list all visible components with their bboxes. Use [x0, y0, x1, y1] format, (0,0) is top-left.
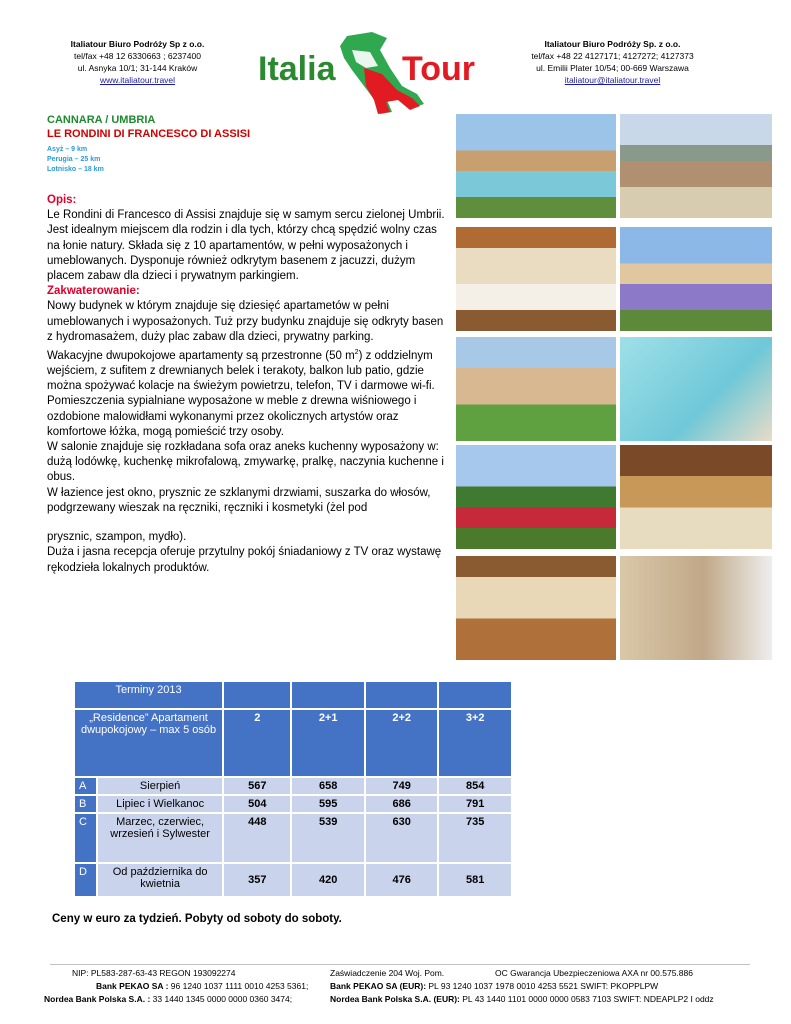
zak-paragraph: prysznic, szampon, mydło). [47, 531, 187, 544]
price-note: Ceny w euro za tydzień. Pobyty od soboty do soboty. [52, 913, 342, 925]
price-table [73, 680, 513, 898]
photo-bathroom [620, 556, 772, 660]
table-row [74, 681, 512, 709]
photo-pool-villa [456, 114, 616, 218]
distances [47, 145, 447, 175]
zak-paragraph: Pomieszczenia sypialniane wyposażone w meble z drewna wiśniowego i ozdobione malowidłami wykonanymi przez okolicznych artystów oraz komfortowe łóżka, mogą pomieścić trzy osoby. [47, 395, 417, 438]
table-row [74, 709, 512, 777]
address-krakow: ul. Asnyka 10/1; 31-144 Kraków [77, 63, 198, 73]
table-row: B Lipiec i Wielkanoc 504 595 686 791 [74, 795, 512, 813]
header-right-contact [515, 38, 710, 86]
opis-text: Le Rondini di Francesco di Assisi znajduje się w samym sercu zielonej Umbrii. Jest idealnym miejscem dla rodzin i dla tych, którzy chcą spędzić wolny czas na łonie natury. Składa się z 10 apartamentów, w pełni wyposażonych i umeblowanych. Dysponuje również odkrytym basenem z jacuzzi, dużym placem zabaw dla dzieci i prywatnym parkingiem. [47, 209, 445, 283]
table-row: C Marzec, czerwiec, wrzesień i Sylwester 448 539 630 735 [74, 813, 512, 863]
zak-paragraph: Wakacyjne dwupokojowe apartamenty są przestronne (50 $m^2$) z oddzielnym wejściem, z sufitem z drewnianych belek i terakoty, balkon lub patio, gdzie można spożywać kolacje na świeżym powietrzu, telefon, TV i darmowe wi-fi. [47, 349, 435, 393]
photo-living-kitchen [456, 556, 616, 660]
footer-divider [50, 964, 750, 965]
opis-heading: Opis: [47, 194, 77, 206]
photo-breakfast-room [620, 445, 772, 549]
company-name-warszawa: Italiatour Biuro Podróży Sp. z o.o. [544, 39, 681, 49]
photo-lavender-garden [620, 227, 772, 331]
distance-item: Lotnisko – 18 km [47, 166, 104, 173]
header-left-contact [40, 38, 235, 86]
phone-warszawa: tel/fax +48 22 4127171; 4127272; 4127373 [531, 51, 694, 61]
room-type: „Residence” Apartament dwupokojowy – max 5 osób [74, 709, 223, 777]
zak-paragraph: W salonie znajduje się rozkładana sofa oraz aneks kuchenny wyposażony w: dużą lodówkę, kuchenkę mikrofalową, zmywarkę, pralkę, naczynia kuchenne i obus. [47, 441, 444, 484]
column-header: 2 [223, 709, 291, 777]
photo-bedroom [456, 227, 616, 331]
address-warszawa: ul. Emilii Plater 10/54; 00-669 Warszawa [536, 63, 689, 73]
zak-paragraph: Nowy budynek w którym znajduje się dziesięć apartametów w pełni umeblowanych i wyposażonych. Tuż przy budynku znajduje się odkryty basen z hydromasażem, duży plac zabaw dla dzieci, prywatny parking. [47, 300, 444, 343]
hotel-name: LE RONDINI DI FRANCESCO DI ASSISI [47, 128, 251, 140]
phone-krakow: tel/fax +48 12 6330663 ; 6237400 [74, 51, 201, 61]
photo-villa-garden [456, 337, 616, 441]
logo-text-tour: Tour [402, 50, 476, 88]
column-header: 2+2 [365, 709, 439, 777]
photo-roses-garden [456, 445, 616, 549]
zakwaterowanie-heading: Zakwaterowanie: [47, 285, 140, 298]
photo-pool-closeup [620, 337, 772, 441]
table-row: A Sierpień 567 658 749 854 [74, 777, 512, 795]
zak-paragraph: W łazience jest okno, prysznic ze szklanymi drzwiami, suszarka do włosów, podgrzewany wieszak na ręczniki, ręczniki i kosmetyki (żel pod [47, 486, 431, 514]
photo-entrance-mountains [620, 114, 772, 218]
table-row: D Od października do kwietnia 357 420 476 581 [74, 863, 512, 897]
description [47, 193, 445, 576]
company-name-krakow: Italiatour Biuro Podróży Sp z o.o. [70, 39, 205, 49]
column-header: 2+1 [291, 709, 365, 777]
italiatour-logo [252, 28, 507, 118]
distance-item: Asyż – 9 km [47, 146, 88, 153]
website-link[interactable]: www.italiatour.travel [99, 75, 176, 85]
table-header: Terminy 2013 [74, 681, 223, 709]
column-header: 3+2 [438, 709, 512, 777]
email-link[interactable]: italiatour@italiatour.travel [564, 75, 661, 85]
logo-text-italia: Italia [258, 50, 336, 88]
distance-item: Perugia – 25 km [47, 156, 101, 163]
location-title: CANNARA / UMBRIA [47, 114, 156, 126]
zak-paragraph: Duża i jasna recepcja oferuje przytulny pokój śniadaniowy z TV oraz wystawę rękodzieła lokalnych produktów. [47, 546, 442, 574]
